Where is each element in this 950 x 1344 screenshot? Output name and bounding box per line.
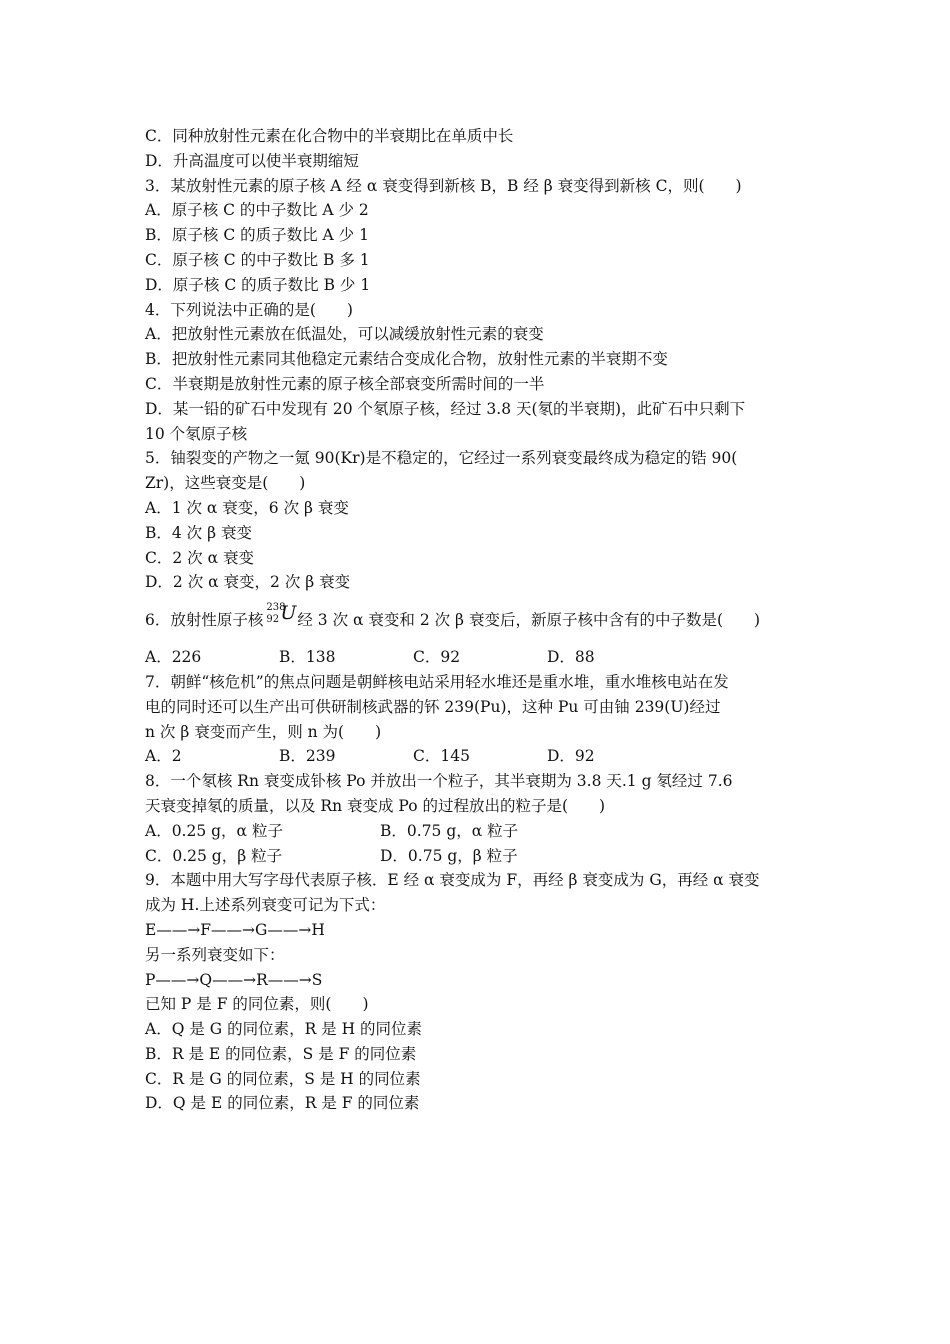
nuclide-atomic-number: 92	[266, 614, 280, 626]
q4-option-b: B．把放射性元素同其他稳定元素结合变成化合物，放射性元素的半衰期不变	[145, 350, 668, 369]
q6-option-c: C．92	[413, 648, 461, 667]
q3-option-a: A．原子核 C 的中子数比 A 少 2	[145, 201, 369, 220]
q3-stem: 3．某放射性元素的原子核 A 经 α 衰变得到新核 B，B 经 β 衰变得到新核 C，则( )	[145, 176, 742, 195]
q9-stem-line2: 成为 H.上述系列衰变可记为下式：	[145, 896, 386, 915]
q7-option-a: A．2	[145, 747, 182, 766]
q4-option-c: C．半衰期是放射性元素的原子核全部衰变所需时间的一半	[145, 374, 545, 393]
q4-option-d-line2: 10 个氡原子核	[145, 424, 248, 443]
nuclide-symbol: U	[280, 602, 297, 625]
q3-option-d: D．原子核 C 的质子数比 B 少 1	[145, 275, 371, 294]
q8-options-row1	[145, 819, 795, 844]
q9-option-d: D．Q 是 E 的同位素，R 是 F 的同位素	[145, 1094, 420, 1113]
question-list	[145, 124, 795, 1116]
q2-option-d: D．升高温度可以使半衰期缩短	[145, 151, 359, 170]
q8-option-b: B．0.75 g，α 粒子	[380, 821, 519, 840]
q9-decay-chain-1: E——→F——→G——→H	[145, 920, 325, 939]
q8-stem-line2: 天衰变掉氡的质量，以及 Rn 衰变成 Po 的过程放出的粒子是( )	[145, 796, 606, 815]
q5-stem-line1: 5．铀裂变的产物之一氪 90(Kr)是不稳定的，它经过一系列衰变最终成为稳定的锆 90(	[145, 449, 738, 468]
q6-option-b: B．138	[279, 648, 336, 667]
q5-option-c: C．2 次 α 衰变	[145, 548, 254, 567]
q4-option-d-line1: D．某一铅的矿石中发现有 20 个氡原子核，经过 3.8 天(氡的半衰期)，此矿石中只剩下	[145, 399, 746, 418]
q8-option-c: C．0.25 g，β 粒子	[145, 846, 283, 865]
q9-stem-line1: 9．本题中用大写字母代表原子核．E 经 α 衰变成为 F，再经 β 衰变成为 G，再经 α 衰变	[145, 871, 760, 890]
q9-stem-line3: 已知 P 是 F 的同位素，则( )	[145, 995, 369, 1014]
q5-option-b: B．4 次 β 衰变	[145, 523, 252, 542]
q6-stem-prefix: 6．放射性原子核	[145, 611, 264, 630]
q2-option-c: C．同种放射性元素在化合物中的半衰期比在单质中长	[145, 127, 514, 145]
q5-stem-line2: Zr)，这些衰变是( )	[145, 474, 306, 493]
q9-option-c: C．R 是 G 的同位素，S 是 H 的同位素	[145, 1069, 421, 1088]
q8-option-d: D．0.75 g，β 粒子	[380, 846, 518, 865]
uranium-nuclide	[263, 603, 297, 633]
q7-options	[145, 744, 795, 769]
q8-option-a: A．0.25 g，α 粒子	[145, 821, 283, 840]
nuclide-mass-number: 238	[266, 602, 286, 614]
q8-options-row2	[145, 844, 795, 869]
q6-option-d: D．88	[547, 648, 595, 667]
q3-option-c: C．原子核 C 的中子数比 B 多 1	[145, 250, 370, 269]
q6-stem	[145, 595, 795, 633]
q7-stem-line2: 电的同时还可以生产出可供研制核武器的钚 239(Pu)，这种 Pu 可由铀 239(U)经过	[145, 697, 721, 716]
q7-option-d: D．92	[547, 747, 595, 766]
q4-option-a: A．把放射性元素放在低温处，可以减缓放射性元素的衰变	[145, 325, 544, 344]
q6-options	[145, 645, 795, 670]
q7-option-c: C．145	[413, 747, 470, 766]
q5-option-a: A．1 次 α 衰变，6 次 β 衰变	[145, 498, 349, 517]
q7-stem-line1: 7．朝鲜“核危机”的焦点问题是朝鲜核电站采用轻水堆还是重水堆，重水堆核电站在发	[145, 672, 729, 691]
q6-option-a: A．226	[145, 648, 202, 667]
q6-stem-suffix: 经 3 次 α 衰变和 2 次 β 衰变后，新原子核中含有的中子数是( )	[297, 611, 761, 630]
q9-option-b: B．R 是 E 的同位素，S 是 F 的同位素	[145, 1044, 417, 1063]
q3-option-b: B．原子核 C 的质子数比 A 少 1	[145, 226, 369, 245]
q8-stem-line1: 8．一个氡核 Rn 衰变成钋核 Po 并放出一个粒子，其半衰期为 3.8 天.1 g 氡经过 7.6	[145, 772, 733, 791]
q9-decay-chain-2: P——→Q——→R——→S	[145, 970, 323, 989]
q7-option-b: B．239	[279, 747, 336, 766]
q9-option-a: A．Q 是 G 的同位素，R 是 H 的同位素	[145, 1020, 423, 1039]
q7-stem-line3: n 次 β 衰变而产生，则 n 为( )	[145, 722, 382, 741]
q5-option-d: D．2 次 α 衰变，2 次 β 衰变	[145, 573, 351, 592]
q4-stem: 4．下列说法中正确的是( )	[145, 300, 353, 319]
q9-mid-text: 另一系列衰变如下：	[145, 945, 285, 964]
